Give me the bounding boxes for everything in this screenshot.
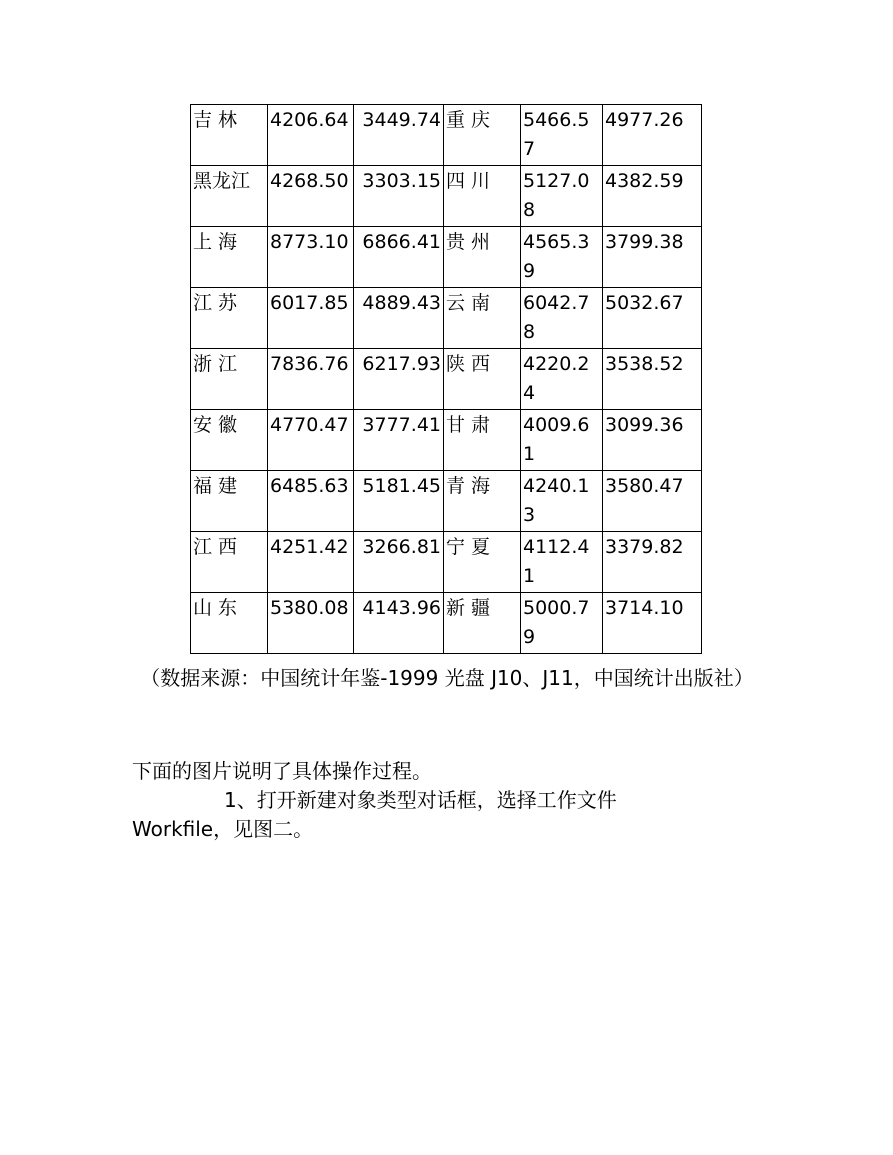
value-cell: 4268.50 — [268, 166, 354, 227]
value-cell: 5181.45 — [354, 471, 444, 532]
value-cell: 4220.24 — [521, 349, 603, 410]
value-cell: 3580.47 — [603, 471, 702, 532]
value-cell: 5380.08 — [268, 593, 354, 654]
province-cell: 贵 州 — [444, 227, 521, 288]
value-cell: 3099.36 — [603, 410, 702, 471]
table-row — [191, 349, 702, 410]
province-cell: 新 疆 — [444, 593, 521, 654]
province-income-table — [190, 104, 702, 654]
province-cell: 上 海 — [191, 227, 268, 288]
step-1-paragraph: 1、打开新建对象类型对话框，选择工作文件 Workfile，见图二。 — [132, 788, 617, 841]
value-cell: 5127.08 — [521, 166, 603, 227]
value-cell: 3799.38 — [603, 227, 702, 288]
table-row — [191, 593, 702, 654]
table-row — [191, 227, 702, 288]
table-row — [191, 532, 702, 593]
value-cell: 4770.47 — [268, 410, 354, 471]
table-row — [191, 105, 702, 166]
value-cell: 6042.78 — [521, 288, 603, 349]
value-cell: 4009.61 — [521, 410, 603, 471]
value-cell: 3449.74 — [354, 105, 444, 166]
value-cell: 5000.79 — [521, 593, 603, 654]
value-cell: 4143.96 — [354, 593, 444, 654]
value-cell: 4977.26 — [603, 105, 702, 166]
province-cell: 云 南 — [444, 288, 521, 349]
province-cell: 甘 肃 — [444, 410, 521, 471]
value-cell: 3777.41 — [354, 410, 444, 471]
province-cell: 江 苏 — [191, 288, 268, 349]
value-cell: 3714.10 — [603, 593, 702, 654]
value-cell: 4240.13 — [521, 471, 603, 532]
province-cell: 黑龙江 — [191, 166, 268, 227]
table-row — [191, 288, 702, 349]
source-note: （数据来源：中国统计年鉴-1999 光盘 J10、J11，中国统计出版社） — [140, 666, 754, 690]
table-body — [191, 105, 702, 654]
province-cell: 江 西 — [191, 532, 268, 593]
value-cell: 4251.42 — [268, 532, 354, 593]
value-cell: 4565.39 — [521, 227, 603, 288]
province-cell: 陕 西 — [444, 349, 521, 410]
value-cell: 3379.82 — [603, 532, 702, 593]
province-cell: 安 徽 — [191, 410, 268, 471]
value-cell: 8773.10 — [268, 227, 354, 288]
value-cell: 3303.15 — [354, 166, 444, 227]
value-cell: 6217.93 — [354, 349, 444, 410]
value-cell: 5466.57 — [521, 105, 603, 166]
value-cell: 4889.43 — [354, 288, 444, 349]
province-cell: 福 建 — [191, 471, 268, 532]
value-cell: 3266.81 — [354, 532, 444, 593]
table-row — [191, 471, 702, 532]
value-cell: 4382.59 — [603, 166, 702, 227]
province-cell: 吉 林 — [191, 105, 268, 166]
value-cell: 3538.52 — [603, 349, 702, 410]
value-cell: 6485.63 — [268, 471, 354, 532]
province-cell: 重 庆 — [444, 105, 521, 166]
table-row — [191, 166, 702, 227]
value-cell: 4112.41 — [521, 532, 603, 593]
province-cell: 浙 江 — [191, 349, 268, 410]
value-cell: 5032.67 — [603, 288, 702, 349]
value-cell: 7836.76 — [268, 349, 354, 410]
province-cell: 四 川 — [444, 166, 521, 227]
intro-paragraph: 下面的图片说明了具体操作过程。 — [132, 759, 432, 783]
value-cell: 6017.85 — [268, 288, 354, 349]
table-row — [191, 410, 702, 471]
province-cell: 宁 夏 — [444, 532, 521, 593]
value-cell: 4206.64 — [268, 105, 354, 166]
province-cell: 青 海 — [444, 471, 521, 532]
province-cell: 山 东 — [191, 593, 268, 654]
value-cell: 6866.41 — [354, 227, 444, 288]
